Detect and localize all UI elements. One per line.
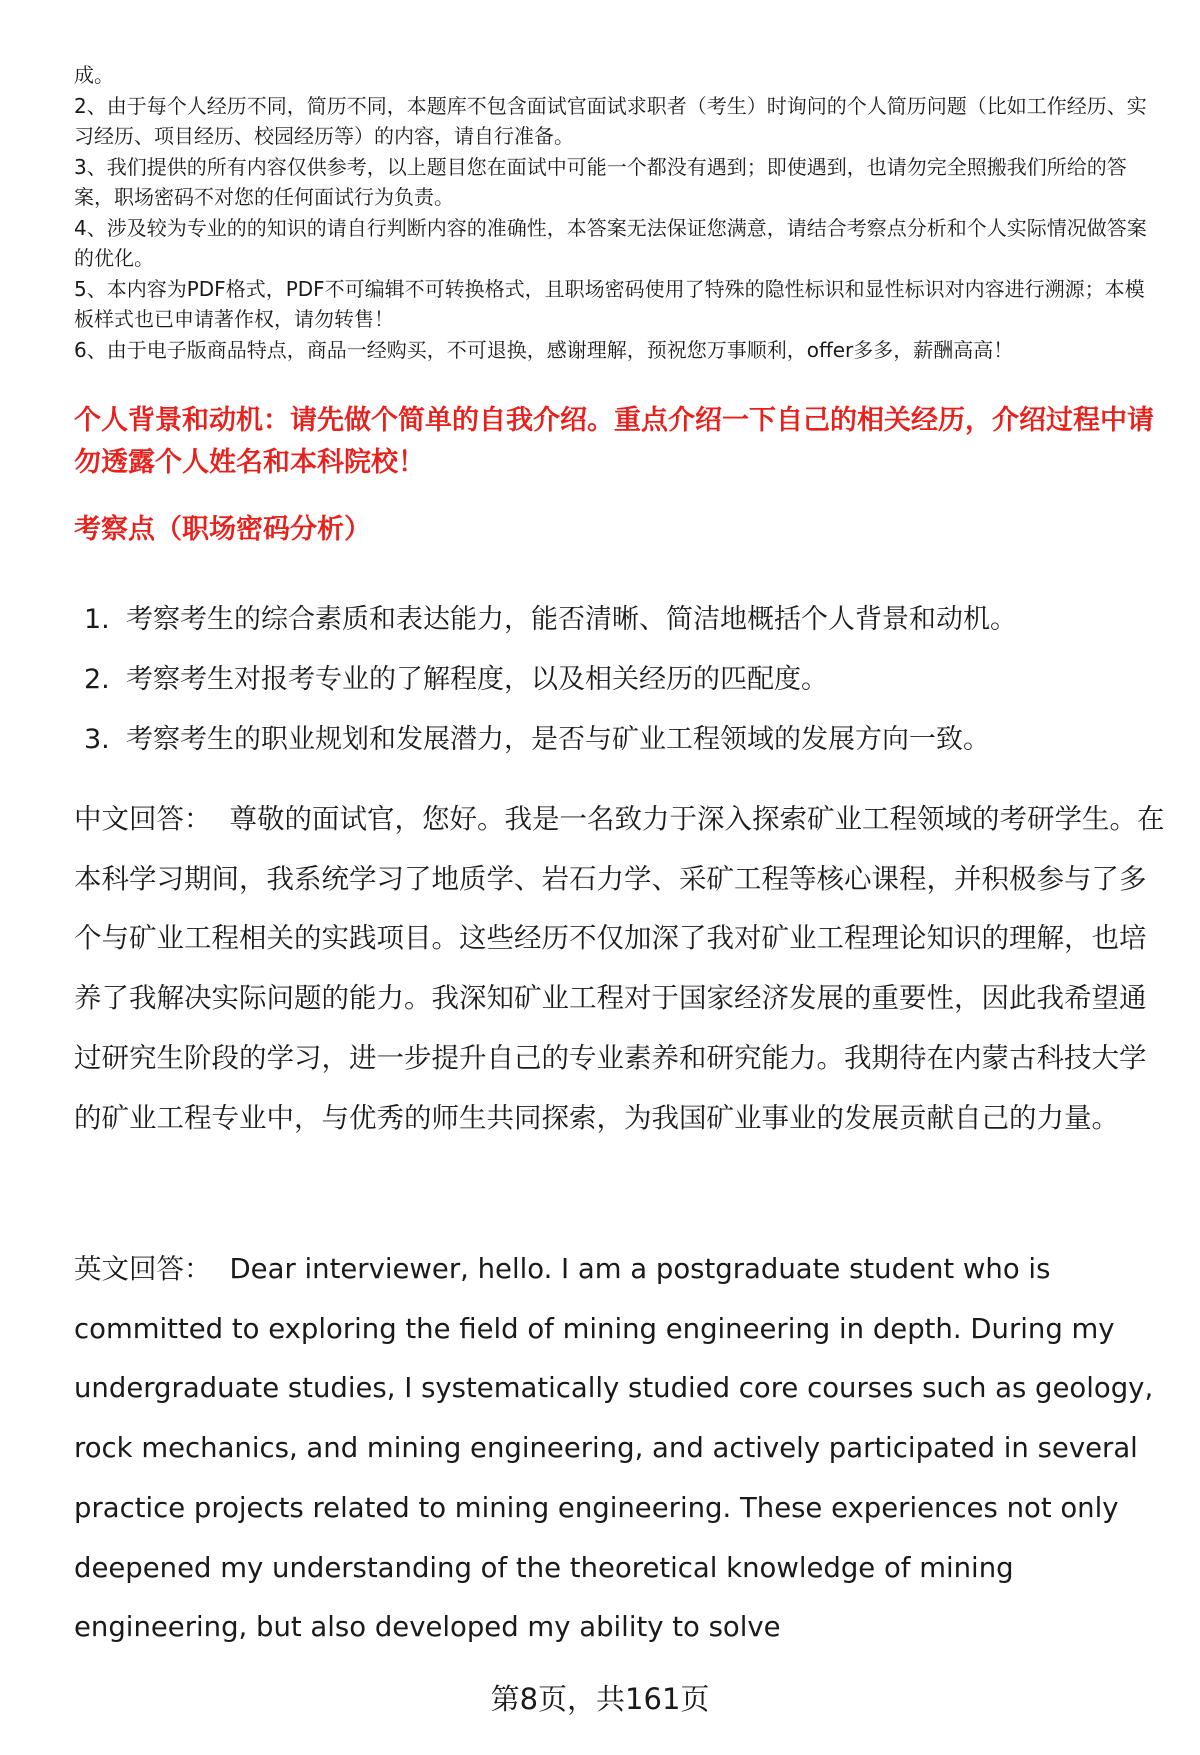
notice-item: 成。 bbox=[74, 63, 114, 87]
notice-item: 4、涉及较为专业的的知识的请自行判断内容的准确性，本答案无法保证您满意，请结合考察点分析和个人实际情况做答案的优化。 bbox=[74, 215, 1147, 270]
notice-item: 5、本内容为PDF格式，PDF不可编辑不可转换格式，且职场密码使用了特殊的隐性标识和显性标识对内容进行溯源；本模板样式也已申请著作权，请勿转售！ bbox=[74, 276, 1145, 331]
notice-item: 2、由于每个人经历不同，简历不同，本题库不包含面试官面试求职者（考生）时询问的个人简历问题（比如工作经历、实习经历、项目经历、校园经历等）的内容，请自行准备。 bbox=[74, 93, 1147, 148]
list-item bbox=[84, 650, 1164, 710]
english-answer-text: Dear interviewer, hello. I am a postgraduate student who is committed to exploring the field of mining engineering in depth. During my undergraduate studies, I systematically studied core courses such as geology, rock mechanics, and mining engineering, and actively participated in several practice projects related to mining engineering. These experiences not only deepened my understanding of the theoretical knowledge of mining engineering, but also developed my ability to solve bbox=[74, 1253, 1154, 1644]
point-number: 1. bbox=[84, 604, 110, 635]
page-number: 第8页，共161页 bbox=[490, 1682, 710, 1716]
point-text: 考察考生的职业规划和发展潜力，是否与矿业工程领域的发展方向一致。 bbox=[126, 724, 990, 755]
notice-list bbox=[74, 60, 1164, 365]
analysis-points bbox=[84, 590, 1164, 770]
notice-item: 3、我们提供的所有内容仅供参考，以上题目您在面试中可能一个都没有遇到；即使遇到，也请勿完全照搬我们所给的答案，职场密码不对您的任何面试行为负责。 bbox=[74, 154, 1127, 209]
chinese-answer-label: 中文回答： bbox=[74, 803, 212, 835]
point-text: 考察考生的综合素质和表达能力，能否清晰、简洁地概括个人背景和动机。 bbox=[126, 604, 1017, 635]
chinese-answer bbox=[74, 790, 1166, 1148]
analysis-heading: 考察点（职场密码分析） bbox=[74, 514, 371, 545]
point-number: 3. bbox=[84, 724, 110, 755]
list-item bbox=[84, 710, 1164, 770]
chinese-answer-text: 尊敬的面试官，您好。我是一名致力于深入探索矿业工程领域的考研学生。在本科学习期间，我系统学习了地质学、岩石力学、采矿工程等核心课程，并积极参与了多个与矿业工程相关的实践项目。这些经历不仅加深了我对矿业工程理论知识的理解，也培养了我解决实际问题的能力。我深知矿业工程对于国家经济发展的重要性，因此我希望通过研究生阶段的学习，进一步提升自己的专业素养和研究能力。我期待在内蒙古科技大学的矿业工程专业中，与优秀的师生共同探索，为我国矿业事业的发展贡献自己的力量。 bbox=[74, 803, 1165, 1134]
notice-item: 6、由于电子版商品特点，商品一经购买，不可退换，感谢理解，预祝您万事顺利，offer多多，薪酬高高！ bbox=[74, 337, 1014, 362]
question-heading: 个人背景和动机：请先做个简单的自我介绍。重点介绍一下自己的相关经历，介绍过程中请勿透露个人姓名和本科院校！ bbox=[74, 405, 1154, 478]
point-text: 考察考生对报考专业的了解程度，以及相关经历的匹配度。 bbox=[126, 664, 828, 695]
english-answer bbox=[74, 1240, 1166, 1658]
point-number: 2. bbox=[84, 664, 110, 695]
english-answer-label: 英文回答： bbox=[74, 1253, 212, 1285]
list-item bbox=[84, 590, 1164, 650]
